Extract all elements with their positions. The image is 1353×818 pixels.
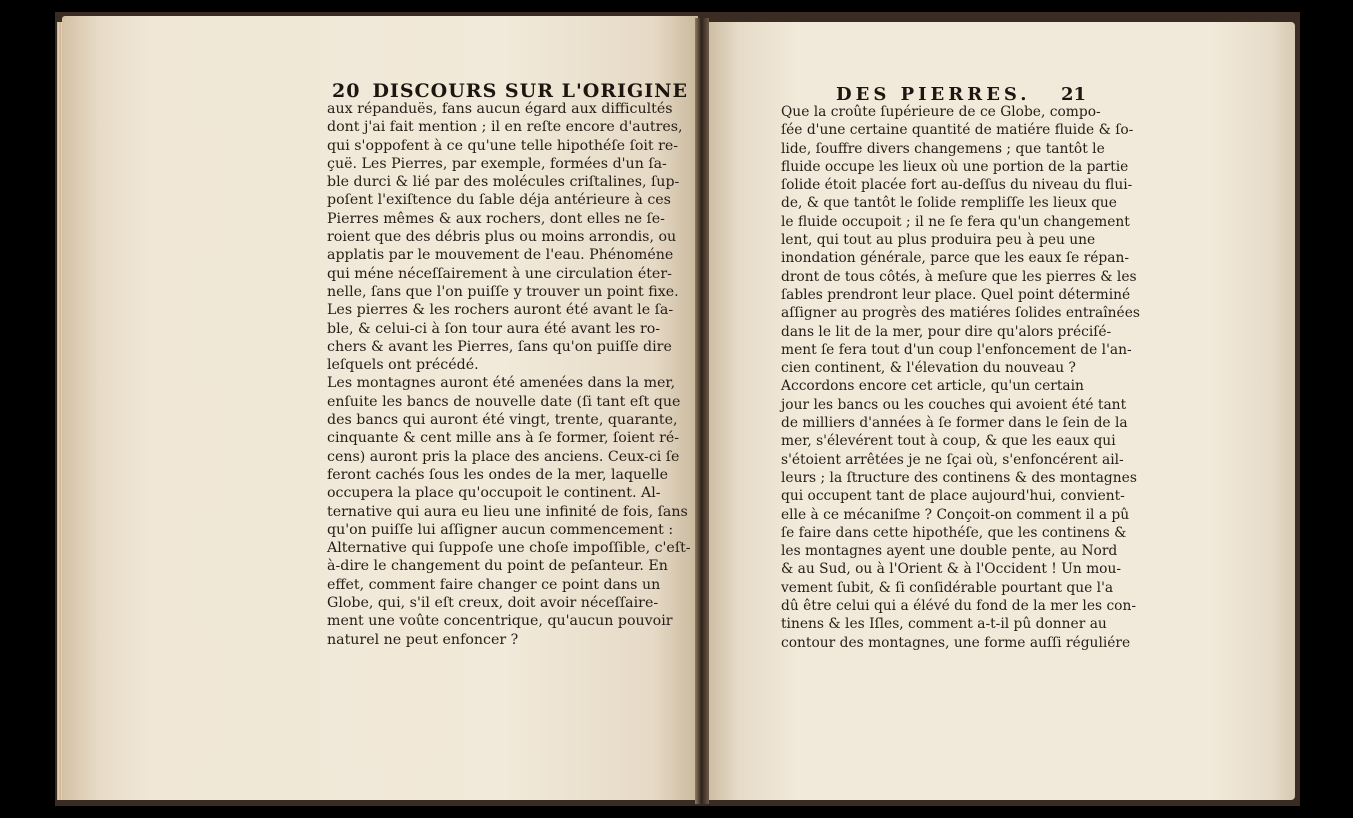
- text-line: ble durci & lié par des molécules criſtalines, ſup-: [327, 174, 680, 191]
- text-line: Pierres mêmes & aux rochers, dont elles ne ſe-: [327, 210, 665, 227]
- text-line: Alternative qui ſuppoſe une choſe impoſſible, c'eſt-: [327, 540, 691, 557]
- text-line: inondation générale, parce que les eaux ſe répan-: [781, 250, 1130, 267]
- right-page-number: 21: [1060, 84, 1086, 105]
- text-line: occupera la place qu'occupoit le continent. Al-: [327, 485, 661, 502]
- text-line: aux répanduës, fans aucun égard aux difficultés: [327, 101, 673, 117]
- text-line: s'étoient arrêtées je ne ſçai où, s'enfoncérent ail-: [781, 451, 1124, 468]
- text-line: ſolide étoit placée fort au-deſſus du niveau du flui-: [781, 177, 1133, 194]
- text-line: des bancs qui auront été vingt, trente, quarante,: [327, 412, 678, 429]
- text-line: tinens & les Iſles, comment a-t-il pû donner au: [781, 616, 1107, 633]
- text-line: fluide occupe les lieux où une portion de la partie: [781, 158, 1129, 175]
- text-line: leurs ; la ſtructure des continens & des montagnes: [781, 469, 1137, 486]
- text-line: mer, s'élevérent tout à coup, & que les eaux qui: [781, 433, 1116, 450]
- text-line: dû être celui qui a élévé du fond de la mer les con-: [781, 598, 1137, 615]
- text-line: cens) auront pris la place des anciens. Ceux-ci ſe: [327, 448, 680, 465]
- text-line: dans le lit de la mer, pour dire qu'alors préciſé-: [781, 323, 1112, 340]
- text-line: feront cachés ſous les ondes de la mer, laquelle: [327, 466, 669, 483]
- text-line: qui méne néceſſairement à une circulation éter-: [327, 265, 672, 282]
- text-line: enſuite les bancs de nouvelle date (ſi tant eſt que: [327, 393, 681, 410]
- text-line: dront de tous côtés, à meſure que les pierres & les: [781, 268, 1137, 285]
- text-line: naturel ne peut enfoncer ?: [327, 631, 519, 648]
- text-line: nelle, ſans que l'on puiſſe y trouver un point fixe.: [327, 283, 679, 300]
- left-paragraph-1: [327, 100, 683, 374]
- text-line: Les pierres & les rochers auront été avant le ſa-: [327, 302, 674, 319]
- text-line: cinquante & cent mille ans à ſe former, ſoient ré-: [327, 430, 680, 447]
- text-line: ternative qui aura eu lieu une infinité de fois, ſans: [327, 503, 688, 520]
- text-line: Les montagnes auront été amenées dans la mer,: [327, 375, 676, 392]
- right-paragraph-1: [781, 103, 1140, 377]
- book-gutter: [695, 18, 709, 804]
- right-paragraph-2: [781, 377, 1137, 651]
- text-line: jour les bancs ou les couches qui avoient été tant: [781, 396, 1127, 413]
- text-line: à-dire le changement du point de peſanteur. En: [327, 558, 668, 575]
- text-line: effet, comment faire changer ce point dans un: [327, 576, 661, 593]
- text-line: de milliers d'années à ſe former dans le ſein de la: [781, 415, 1128, 432]
- text-line: aſſigner au progrès des matiéres ſolides entraînées: [781, 305, 1140, 322]
- text-line: & au Sud, ou à l'Orient & à l'Occident ! Un mou-: [781, 561, 1122, 578]
- text-line: lide, ſouffre divers changemens ; que tantôt le: [781, 140, 1105, 157]
- left-page-number: 20: [332, 80, 361, 102]
- right-running-title: DES PIERRES.: [836, 84, 1031, 105]
- text-line: dont j'ai fait mention ; il en reſte encore d'autres,: [327, 119, 683, 136]
- text-line: leſquels ont précédé.: [327, 357, 479, 374]
- text-line: Accordons encore cet article, qu'un certain: [781, 378, 1084, 395]
- text-line: poſent l'exiſtence du ſable déja antérieure à ces: [327, 192, 671, 209]
- text-line: qui s'oppofent à ce qu'une telle hipothéſe ſoit re-: [327, 137, 679, 154]
- left-running-head: [332, 80, 688, 102]
- text-line: contour des montagnes, une forme auſſi réguliére: [781, 634, 1131, 651]
- text-line: Que la croûte ſupérieure de ce Globe, compo-: [781, 104, 1101, 120]
- text-line: cien continent, & l'élevation du nouveau ?: [781, 360, 1076, 377]
- text-line: ſée d'une certaine quantité de matiére fluide & ſo-: [781, 122, 1134, 139]
- text-line: les montagnes ayent une double pente, au Nord: [781, 543, 1118, 560]
- left-paragraph-2: [327, 374, 691, 648]
- text-line: ment une voûte concentrique, qu'aucun pouvoir: [327, 613, 673, 630]
- left-running-title: DISCOURS SUR L'ORIGINE: [372, 80, 688, 102]
- text-line: roient que des débris plus ou moins arrondis, ou: [327, 229, 677, 246]
- text-line: ſe faire dans cette hipothéſe, que les continens &: [781, 524, 1127, 541]
- text-line: Globe, qui, s'il eſt creux, doit avoir néceſſaire-: [327, 595, 659, 612]
- text-line: de, & que tantôt le ſolide rempliſſe les lieux que: [781, 195, 1117, 212]
- text-line: chers & avant les Pierres, ſans qu'on puiſſe dire: [327, 338, 672, 355]
- right-body-text: [781, 103, 1140, 652]
- right-running-head: [836, 84, 1086, 105]
- text-line: ment ſe fera tout d'un coup l'enfoncement de l'an-: [781, 341, 1132, 358]
- text-line: le fluide occupoit ; il ne ſe fera qu'un changement: [781, 213, 1130, 230]
- left-body-text: [327, 100, 691, 649]
- text-line: vement ſubit, & ſi conſidérable pourtant que l'a: [781, 579, 1114, 596]
- text-line: qui occupent tant de place aujourd'hui, convient-: [781, 488, 1125, 505]
- text-line: ble, & celui-ci à ſon tour aura été avant les ro-: [327, 320, 661, 337]
- text-line: çuë. Les Pierres, par exemple, formées d'un ſa-: [327, 155, 667, 172]
- text-line: elle à ce mécaniſme ? Conçoit-on comment il a pû: [781, 506, 1130, 523]
- text-line: qu'on puiſſe lui aſſigner aucun commencement :: [327, 521, 674, 538]
- text-line: applatis par le mouvement de l'eau. Phénoméne: [327, 247, 674, 264]
- text-line: ſables prendront leur place. Quel point déterminé: [781, 286, 1131, 303]
- text-line: lent, qui tout au plus produira peu à peu une: [781, 232, 1096, 249]
